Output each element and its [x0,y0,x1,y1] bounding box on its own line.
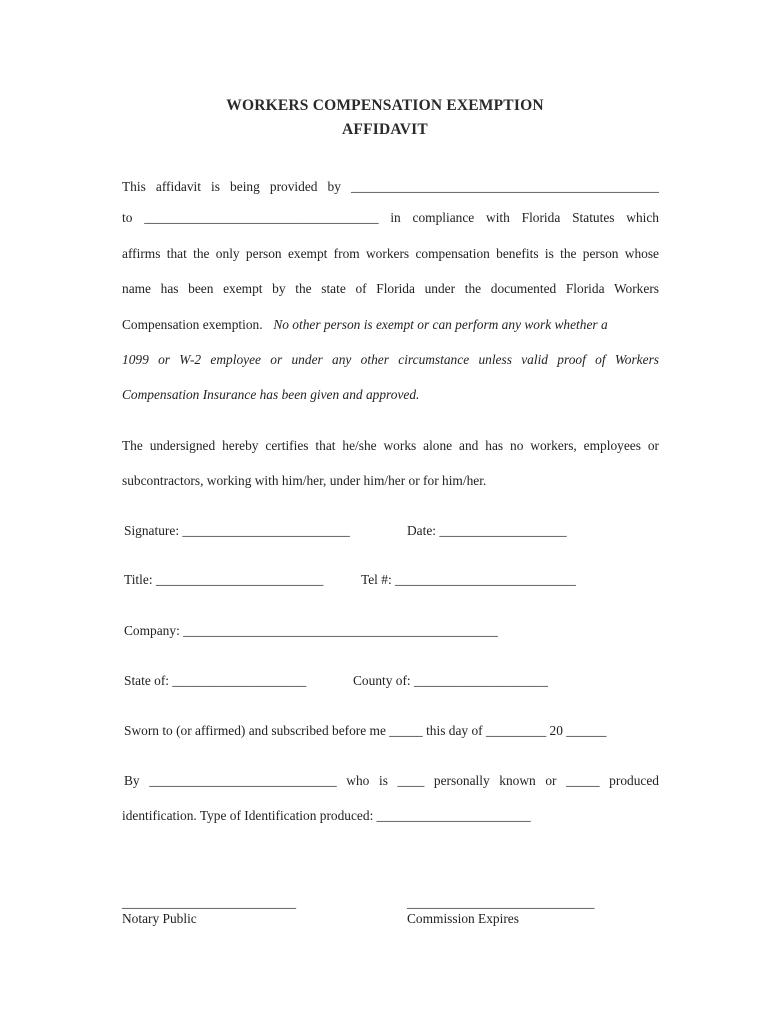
title-field[interactable]: Title: _________________________ [124,572,324,587]
affirms-line: affirms that the only person exempt from workers compensation benefits is the person whose [122,246,659,261]
by-field[interactable]: By ____________________________ who is ____ personally known or _____ produced [124,773,659,788]
commission-expires-line[interactable]: ____________________________ [407,895,595,910]
date-field[interactable]: Date: ___________________ [407,523,567,538]
signature-field[interactable]: Signature: _________________________ [124,523,350,538]
employee-clause-line: 1099 or W-2 employee or under any other circumstance unless valid proof of Workers [122,352,659,367]
provided-by-line: This affidavit is being provided by ______________________________________________ [122,179,659,194]
notary-public-signature-line[interactable]: __________________________ [122,895,297,910]
county-field[interactable]: County of: ____________________ [353,673,548,688]
exempt-state-line: name has been exempt by the state of Florida under the documented Florida Workers [122,281,659,296]
exemption-normal-text: Compensation exemption. [122,317,263,332]
identification-field[interactable]: identification. Type of Identification produced: _______________________ [122,808,531,823]
compliance-line: to ___________________________________ in compliance with Florida Statutes which [122,210,659,225]
notary-public-label: Notary Public [122,911,197,926]
certification-line-1: The undersigned hereby certifies that he/she works alone and has no workers, employees or [122,438,659,453]
state-field[interactable]: State of: ____________________ [124,673,307,688]
certification-line-2: subcontractors, working with him/her, under him/her or for him/her. [122,473,487,488]
tel-field[interactable]: Tel #: ___________________________ [361,572,576,587]
document-title-line-1: WORKERS COMPENSATION EXEMPTION [226,97,544,114]
sworn-field[interactable]: Sworn to (or affirmed) and subscribed before me _____ this day of _________ 20 ______ [124,723,607,738]
insurance-approved-line: Compensation Insurance has been given and approved. [122,387,420,402]
exemption-italic-text: No other person is exempt or can perform any work whether a [273,317,608,332]
document-title-line-2: AFFIDAVIT [342,121,428,138]
company-field[interactable]: Company: _______________________________________________ [124,623,498,638]
commission-expires-label: Commission Expires [407,911,519,926]
exemption-statement-line [122,317,659,333]
